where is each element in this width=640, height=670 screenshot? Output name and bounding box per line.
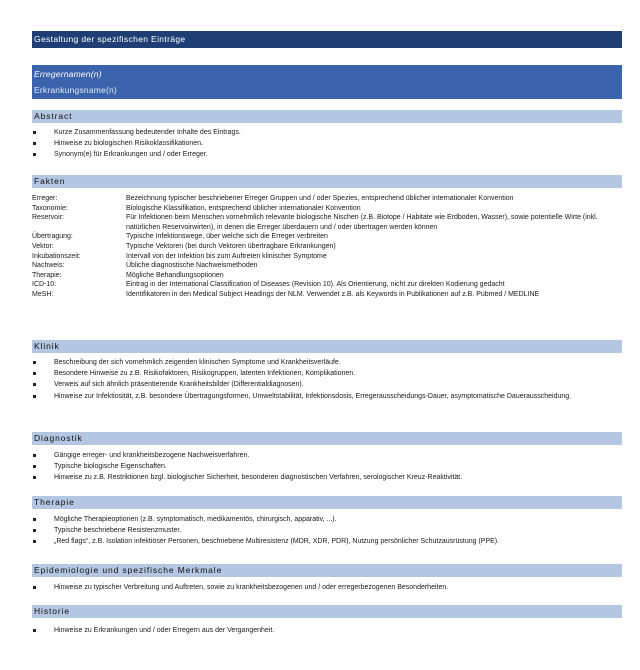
fact-key: Nachweis: <box>32 262 65 270</box>
fact-row <box>32 194 622 204</box>
list-item: Synonym(e) für Erkrankungen und / oder Erreger. <box>32 149 622 160</box>
section-heading-diagnostik: Diagnostik <box>32 432 622 445</box>
fact-key: Vektor: <box>32 242 54 250</box>
section-heading-klinik: Klinik <box>32 340 622 353</box>
fact-value: Intervall von der Infektion bis zum Auftreten klinischer Symptome <box>126 252 327 260</box>
diagnostik-list <box>32 450 622 484</box>
list-item: Kurze Zusammenfassung bedeutender Inhalte des Eintrags. <box>32 127 622 138</box>
historie-list <box>32 625 622 636</box>
fact-value: Biologische Klassifikation, entsprechend üblicher internationaler Konvention <box>126 204 361 212</box>
section-heading-fakten: Fakten <box>32 175 622 188</box>
list-item: Verweis auf sich ähnlich präsentierende Krankheitsbilder (Differentialdiagnosen). <box>32 379 622 390</box>
fact-value: Eintrag in der International Classification of Diseases (Revision 10). Als Orientierung, nicht zur direkten Kodierung gedacht <box>126 281 505 289</box>
fact-row <box>32 213 622 232</box>
bullet-icon <box>33 395 36 398</box>
fact-key: Übertragung: <box>32 233 73 241</box>
bullet-icon <box>33 540 36 543</box>
bullet-icon <box>33 529 36 532</box>
list-item: Hinweise zu biologischen Risikoklassifikationen. <box>32 138 622 149</box>
bullet-icon <box>33 372 36 375</box>
bullet-icon <box>33 153 36 156</box>
bullet-icon <box>33 454 36 457</box>
fact-value: Typische Infektionswege, über welche sich die Erreger verbreiten <box>126 233 328 241</box>
fact-key: Therapie: <box>32 271 62 279</box>
list-item: Hinweise zu z.B. Restriktionen bzgl. biologischer Sicherheit, besonderen diagnostischen Verfahren, serologischer Kreuz-Reaktivität. <box>32 472 622 483</box>
fact-key: Taxonomie: <box>32 204 68 212</box>
bullet-icon <box>33 476 36 479</box>
fact-row <box>32 271 622 281</box>
fact-row <box>32 242 622 252</box>
list-item: Hinweise zu typischer Verbreitung und Auftreten, sowie zu krankheitsbezogenen und / oder erregerbezogenen Besonderheiten. <box>32 582 622 593</box>
fact-value: Identifikatoren in den Medical Subject Headings der NLM. Verwendet z.B. als Keywords in Publikationen auf z.B. Pubmed / MEDLINE <box>126 290 540 298</box>
bullet-icon <box>33 629 36 632</box>
section-heading-historie: Historie <box>32 605 622 618</box>
list-item: Mögliche Therapieoptionen (z.B. symptomatisch, medikamentös, chirurgisch, apparativ, ...). <box>32 514 622 525</box>
facts-table <box>32 194 622 300</box>
page-title: Gestaltung der spezifischen Einträge <box>32 31 622 48</box>
fact-key: ICD-10: <box>32 281 57 289</box>
fact-row <box>32 261 622 271</box>
fact-value: Für Infektionen beim Menschen vornehmlich relevante biologische Nischen (z.B. Biotope / Habitate wie Erdboden, Wasser), sowie potentielle Wirte (inkl. natürlichen Reservoirwirten), in denen die Erreger überdauern und / oder übertragen werden können <box>126 214 598 231</box>
fact-row <box>32 232 622 242</box>
fact-value: Typische Vektoren (bei durch Vektoren übertragbare Erkrankungen) <box>126 242 336 250</box>
fact-key: Reservoir: <box>32 214 64 222</box>
fact-row <box>32 252 622 262</box>
list-item: Typische biologische Eigenschaften. <box>32 461 622 472</box>
list-item: Typische beschriebene Resistenzmuster. <box>32 525 622 536</box>
list-item: Hinweise zu Erkrankungen und / oder Erregern aus der Vergangenheit. <box>32 625 622 636</box>
disease-name-label: Erkrankungsname(n) <box>34 85 117 95</box>
list-item: Gängige erreger- und krankheitsbezogene Nachweisverfahren. <box>32 450 622 461</box>
bullet-icon <box>33 586 36 589</box>
fact-value: Bezeichnung typischer beschriebener Erreger Gruppen und / oder Spezies, entsprechend üblicher internationaler Konvention <box>126 195 514 202</box>
bullet-icon <box>33 361 36 364</box>
fact-key: Inkubationszeit: <box>32 252 81 260</box>
list-item: Besondere Hinweise zu z.B. Risikofaktoren, Risikogruppen, latenten Infektionen, Komplikationen. <box>32 368 622 379</box>
list-item: Beschreibung der sich vornehmlich zeigenden klinischen Symptome und Krankheitsverläufe. <box>32 357 622 368</box>
fact-row <box>32 280 622 290</box>
fact-key: MeSH: <box>32 290 54 298</box>
klinik-list <box>32 357 622 402</box>
therapie-list <box>32 514 622 548</box>
list-item: „Red flags“, z.B. Isolation infektiöser Personen, beschriebene Multiresistenz (MDR, XDR, PDR), Nutzung persönlicher Schutzausrüstung (PPE). <box>32 536 622 547</box>
abstract-list <box>32 127 622 161</box>
fact-value: Mögliche Behandlungsoptionen <box>126 271 224 279</box>
fact-key: Erreger: <box>32 195 58 202</box>
bullet-icon <box>33 131 36 134</box>
section-heading-epidemiologie: Epidemiologie und spezifische Merkmale <box>32 564 622 577</box>
bullet-icon <box>33 518 36 521</box>
bullet-icon <box>33 142 36 145</box>
epidemiologie-list <box>32 582 622 593</box>
section-heading-therapie: Therapie <box>32 496 622 509</box>
fact-row <box>32 204 622 214</box>
list-item: Hinweise zur Infektiosität, z.B. besondere Übertragungsformen, Umweltstabilität, Infektionsdosis, Erregerausscheidungs-Dauer, asymptomatische Dauerausscheidung. <box>32 391 622 402</box>
entry-name-block <box>32 65 622 99</box>
bullet-icon <box>33 465 36 468</box>
fact-value: Übliche diagnostische Nachweismethoden <box>126 262 258 270</box>
bullet-icon <box>33 383 36 386</box>
fact-row <box>32 290 622 300</box>
section-heading-abstract: Abstract <box>32 110 622 123</box>
pathogen-names-label: Erregernamen(n) <box>34 69 102 79</box>
